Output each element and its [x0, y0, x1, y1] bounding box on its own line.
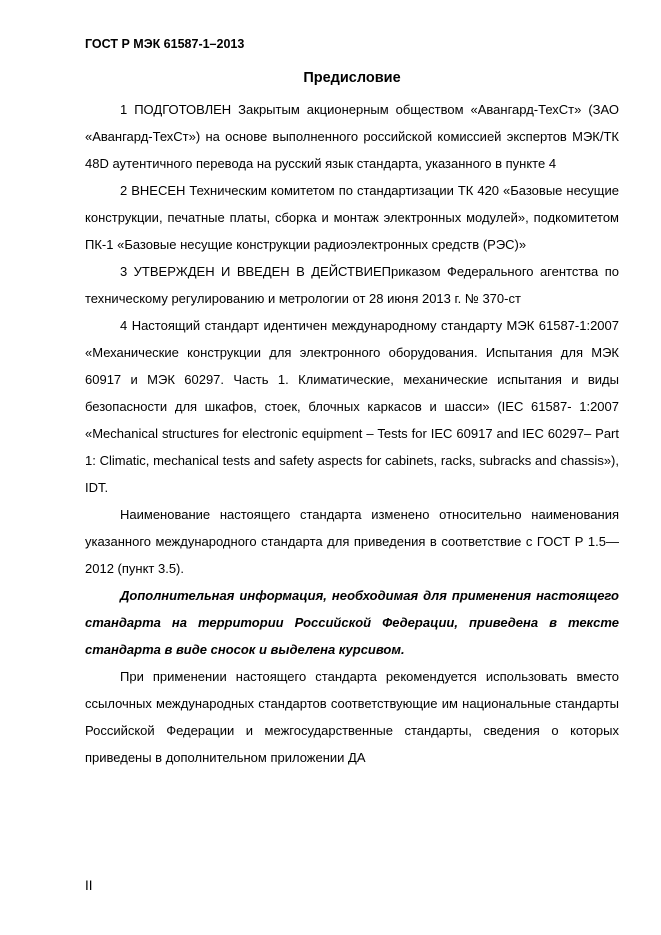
paragraph-identical-standard: 4 Настоящий стандарт идентичен международному стандарту МЭК 61587-1:2007 «Механические конструкции для электронного оборудования. Испытания для МЭК 60917 и МЭК 60297. Часть 1. Климатические, механические испытания и виды безопасности для шкафов, стоек, блочных каркасов и шасси» (IEC 61587- 1:2007 «Mechanical structures for electronic equipment – Tests for IEC 60917 and IEC 60297– Part 1: Climatic, mechanical tests and safety aspects for cabinets, racks, subracks and chassis»), IDT. [85, 318, 619, 495]
paragraph-application-recommendation: При применении настоящего стандарта рекомендуется использовать вместо ссылочных международных стандартов соответствующие им национальные стандарты Российской Федерации и межгосударственные стандарты, сведения о которых приведены в дополнительном приложении ДА [85, 669, 619, 765]
paragraph-submitted-by: 2 ВНЕСЕН Техническим комитетом по стандартизации ТК 420 «Базовые несущие конструкции, печатные платы, сборка и монтаж электронных модулей», подкомитетом ПК-1 «Базовые несущие конструкции радиоэлектронных средств (РЭС)» [85, 183, 619, 252]
page-title: Предисловие [303, 70, 401, 86]
paragraph-additional-info-note: Дополнительная информация, необходимая для применения настоящего стандарта на территории Российской Федерации, приведена в тексте стандарта в виде сносок и выделена курсивом. [85, 588, 619, 657]
page-number: II [85, 878, 93, 893]
document-header: ГОСТ Р МЭК 61587-1–2013 [85, 37, 245, 51]
paragraph-approved: 3 УТВЕРЖДЕН И ВВЕДЕН В ДЕЙСТВИЕПриказом Федерального агентства по техническому регулированию и метрологии от 28 июня 2013 г. № 370-ст [85, 264, 619, 306]
paragraph-prepared-by: 1 ПОДГОТОВЛЕН Закрытым акционерным обществом «Авангард-ТехСт» (ЗАО «Авангард-ТехСт») на основе выполненного российской комиссией экспертов МЭК/ТК 48D аутентичного перевода на русский язык стандарта, указанного в пункте 4 [85, 102, 619, 171]
paragraph-title-changed-note: Наименование настоящего стандарта изменено относительно наименования указанного международного стандарта для приведения в соответствие с ГОСТ Р 1.5—2012 (пункт 3.5). [85, 507, 619, 576]
